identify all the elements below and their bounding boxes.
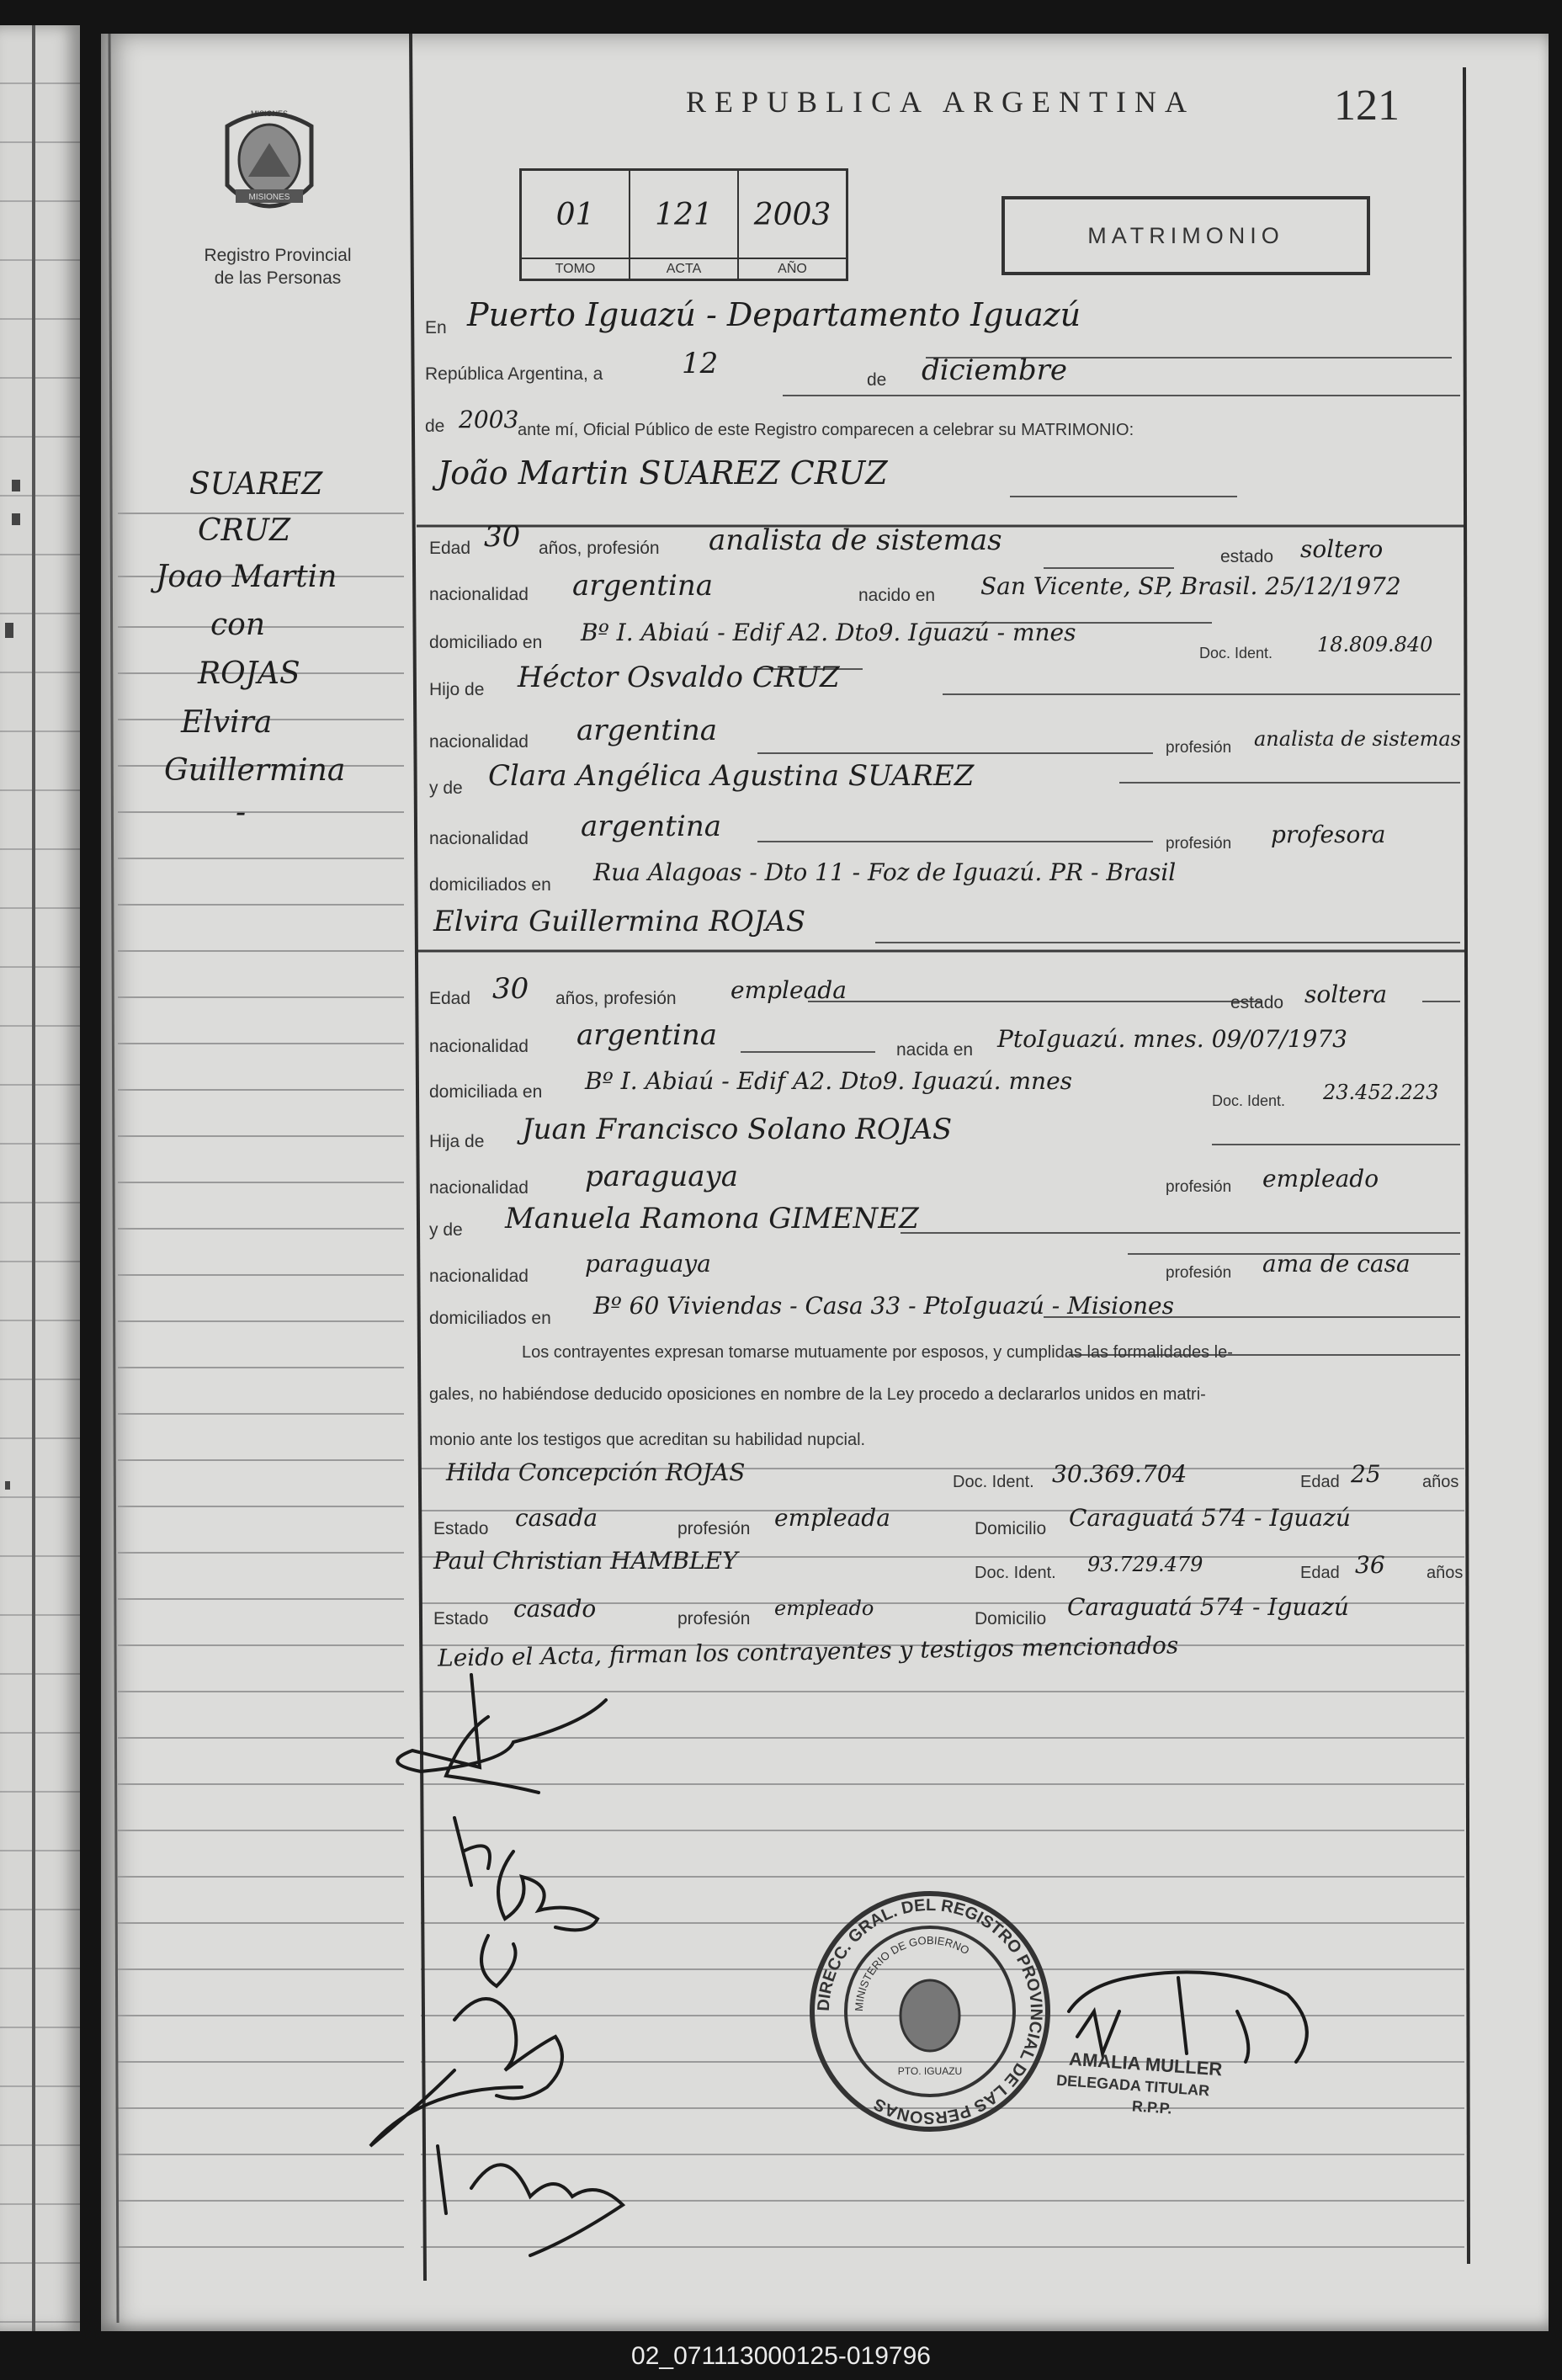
margin-surname2: CRUZ <box>198 513 291 548</box>
acta-cell <box>630 171 739 279</box>
witness1-anos-label: años <box>1422 1473 1459 1491</box>
witness1-estado-label: Estado <box>433 1519 489 1538</box>
ano-cell <box>739 171 846 279</box>
signatures-group <box>320 1666 673 2272</box>
groom-father-profession: analista de sistemas <box>1254 727 1462 751</box>
bride-nacida-label: nacida en <box>896 1040 974 1060</box>
groom-hijo-label: Hijo de <box>429 680 485 699</box>
month-value: diciembre <box>922 353 1068 387</box>
witness2-address: Caraguatá 574 - Iguazú <box>1067 1593 1349 1621</box>
declaration-line2: gales, no habiéndose deducido oposiciones en nombre de la Ley procedo a declararlos unidos en matri- <box>429 1385 1206 1404</box>
groom-parents-address: Rua Alagoas - Dto 11 - Foz de Iguazú. PR - Brasil <box>593 858 1177 886</box>
year-value: 2003 <box>459 406 519 433</box>
margin-bride-surname: ROJAS <box>198 656 300 691</box>
signature-3 <box>370 1999 562 2146</box>
tomo-acta-ano-box <box>519 168 848 281</box>
coat-of-arms-emblem <box>219 101 320 227</box>
registry-label-line2: de las Personas <box>214 268 342 288</box>
bride-hija-label: Hija de <box>429 1132 485 1151</box>
declaration-line1: Los contrayentes expresan tomarse mutuamente por esposos, y cumplidas las formalidades le- <box>522 1343 1233 1362</box>
groom-parents-dom-label: domiciliados en <box>429 875 551 895</box>
official-title: DELEGADA TITULAR <box>1055 2071 1210 2100</box>
groom-mother-nac-label: nacionalidad <box>429 829 529 848</box>
signature-4 <box>438 2146 623 2255</box>
groom-estado-label: estado <box>1220 547 1274 566</box>
bride-doc: 23.452.223 <box>1323 1081 1439 1104</box>
bride-anos-label: años, profesión <box>555 989 677 1008</box>
groom-name: João Martin SUAREZ CRUZ <box>438 454 888 491</box>
groom-profession: analista de sistemas <box>709 523 1002 557</box>
registry-label <box>173 244 383 290</box>
witness2-estado: casado <box>513 1595 597 1623</box>
witness2-estado-label: Estado <box>433 1609 489 1628</box>
place-value: Puerto Iguazú - Departamento Iguazú <box>467 296 1081 333</box>
witness1-edad-label: Edad <box>1300 1473 1340 1491</box>
bride-mother-nationality: paraguaya <box>585 1250 711 1278</box>
bride-father-prof-label: profesión <box>1166 1178 1232 1196</box>
bride-parents-address: Bº 60 Viviendas - Casa 33 - PtoIguazú - Misiones <box>593 1292 1174 1320</box>
closing-statement: Leido el Acta, firman los contrayentes y testigos mencionados <box>437 1631 1179 1672</box>
ano-label: AÑO <box>739 258 846 277</box>
witness2-anos-label: años <box>1427 1564 1464 1582</box>
tomo-value: 01 <box>555 198 595 232</box>
witness1-doc-label: Doc. Ident. <box>953 1473 1034 1491</box>
groom-edad-label: Edad <box>429 539 471 558</box>
bride-estado: soltera <box>1304 980 1388 1008</box>
seal-inner-text: MINISTERIO DE GOBIERNO <box>852 1933 972 2012</box>
groom-mother-profession: profesora <box>1271 821 1386 848</box>
tomo-cell <box>522 171 630 279</box>
groom-father-nac-label: nacionalidad <box>429 732 529 752</box>
witness1-doc: 30.369.704 <box>1052 1460 1187 1488</box>
bride-father: Juan Francisco Solano ROJAS <box>522 1113 953 1146</box>
witness2-edad-label: Edad <box>1300 1564 1340 1582</box>
witness1-address: Caraguatá 574 - Iguazú <box>1069 1504 1351 1532</box>
groom-mother-nationality: argentina <box>581 810 722 843</box>
bride-mother-nac-label: nacionalidad <box>429 1267 529 1286</box>
witness2-dom-label: Domicilio <box>975 1609 1047 1628</box>
groom-age: 30 <box>484 520 521 554</box>
bride-name: Elvira Guillermina ROJAS <box>433 905 806 938</box>
witness2-age: 36 <box>1355 1551 1385 1579</box>
ano-value: 2003 <box>753 198 831 232</box>
official-office: R.P.P. <box>1131 2097 1173 2117</box>
bride-profession: empleada <box>731 976 847 1004</box>
witness1-dom-label: Domicilio <box>975 1519 1047 1538</box>
groom-nac-label: nacionalidad <box>429 585 529 604</box>
witness1-age: 25 <box>1351 1460 1381 1488</box>
acta-value: 121 <box>655 198 713 232</box>
bride-father-profession: empleado <box>1262 1165 1379 1193</box>
groom-anos-label: años, profesión <box>539 539 660 558</box>
de2-label: de <box>425 417 445 436</box>
bride-dom-label: domiciliada en <box>429 1082 543 1102</box>
bride-mother: Manuela Ramona GIMENEZ <box>505 1202 919 1235</box>
groom-mother: Clara Angélica Agustina SUAREZ <box>488 759 975 793</box>
margin-surname: SUAREZ <box>189 467 323 502</box>
bride-edad-label: Edad <box>429 989 471 1008</box>
tomo-label: TOMO <box>522 258 629 277</box>
margin-con: con <box>210 608 266 642</box>
official-name: AMALIA MULLER <box>1068 2048 1224 2080</box>
margin-bride-name1: Elvira <box>181 705 273 740</box>
registry-label-line1: Registro Provincial <box>204 246 352 265</box>
folio-number: 121 <box>1334 82 1400 130</box>
witness1-name: Hilda Concepción ROJAS <box>446 1458 746 1486</box>
day-value: 12 <box>682 347 719 380</box>
witness1-estado: casada <box>515 1504 598 1532</box>
official-seal <box>804 1885 1056 2138</box>
witness2-profession: empleado <box>774 1596 874 1620</box>
acta-label: ACTA <box>630 258 737 277</box>
bride-nationality: argentina <box>576 1018 718 1052</box>
country-heading: REPUBLICA ARGENTINA <box>686 85 1196 119</box>
bride-nac-label: nacionalidad <box>429 1037 529 1056</box>
signature-1 <box>397 1675 606 1772</box>
groom-doc-label: Doc. Ident. <box>1199 645 1273 661</box>
de-label: de <box>867 370 887 390</box>
bride-mother-prof-label: profesión <box>1166 1264 1232 1282</box>
groom-birth: San Vicente, SP, Brasil. 25/12/1972 <box>980 572 1401 600</box>
bride-mother-profession: ama de casa <box>1262 1250 1411 1278</box>
witness1-profession: empleada <box>774 1504 890 1532</box>
bride-yde-label: y de <box>429 1220 463 1240</box>
groom-father: Héctor Osvaldo CRUZ <box>518 661 840 694</box>
groom-father-prof-label: profesión <box>1166 739 1232 757</box>
margin-given-names: Joao Martin <box>156 560 337 594</box>
emblem-top-text: MISIONES <box>250 109 289 118</box>
witness2-name: Paul Christian HAMBLEY <box>433 1547 738 1575</box>
scan-identifier: 02_071113000125-019796 <box>631 2342 931 2370</box>
groom-yde-label: y de <box>429 778 463 798</box>
emblem-banner-text: MISIONES <box>248 193 290 202</box>
bride-estado-label: estado <box>1230 993 1284 1012</box>
bride-birth: PtoIguazú. mnes. 09/07/1973 <box>997 1025 1347 1053</box>
margin-bride-name2: Guillermina <box>164 753 346 788</box>
groom-estado: soltero <box>1300 535 1384 563</box>
witness2-doc: 93.729.479 <box>1087 1553 1203 1576</box>
groom-address: Bº I. Abiaú - Edif A2. Dto9. Iguazú - mnes <box>581 619 1076 646</box>
groom-mother-prof-label: profesión <box>1166 835 1232 853</box>
bride-father-nac-label: nacionalidad <box>429 1178 529 1198</box>
bride-address: Bº I. Abiaú - Edif A2. Dto9. Iguazú. mnes <box>585 1067 1073 1095</box>
signature-2 <box>498 1851 598 1930</box>
groom-nacido-label: nacido en <box>858 586 936 605</box>
groom-nationality: argentina <box>572 569 714 603</box>
bride-age: 30 <box>492 972 529 1006</box>
witness2-doc-label: Doc. Ident. <box>975 1564 1056 1582</box>
act-type-box: MATRIMONIO <box>1001 196 1370 275</box>
groom-doc: 18.809.840 <box>1317 633 1433 656</box>
witness2-prof-label: profesión <box>677 1609 751 1628</box>
seal-bottom-text: PTO. IGUAZU <box>897 2065 963 2077</box>
groom-father-nationality: argentina <box>576 714 718 747</box>
bride-father-nationality: paraguaya <box>585 1160 738 1193</box>
declaration-line3: monio ante los testigos que acreditan su habilidad nupcial. <box>429 1431 866 1449</box>
bride-doc-label: Doc. Ident. <box>1212 1092 1286 1109</box>
en-label: En <box>425 318 447 337</box>
margin-dash: - <box>236 795 247 830</box>
groom-dom-label: domiciliado en <box>429 633 543 652</box>
seal-outer-text: DIRECC. GRAL. DEL REGISTRO PROVINCIAL DE LAS PERSONAS <box>814 1895 1046 2128</box>
republica-label: República Argentina, a <box>425 364 603 384</box>
witness1-prof-label: profesión <box>677 1519 751 1538</box>
intro-rest: ante mí, Oficial Público de este Registro comparecen a celebrar su MATRIMONIO: <box>518 421 1134 439</box>
bride-parents-dom-label: domiciliados en <box>429 1309 551 1328</box>
